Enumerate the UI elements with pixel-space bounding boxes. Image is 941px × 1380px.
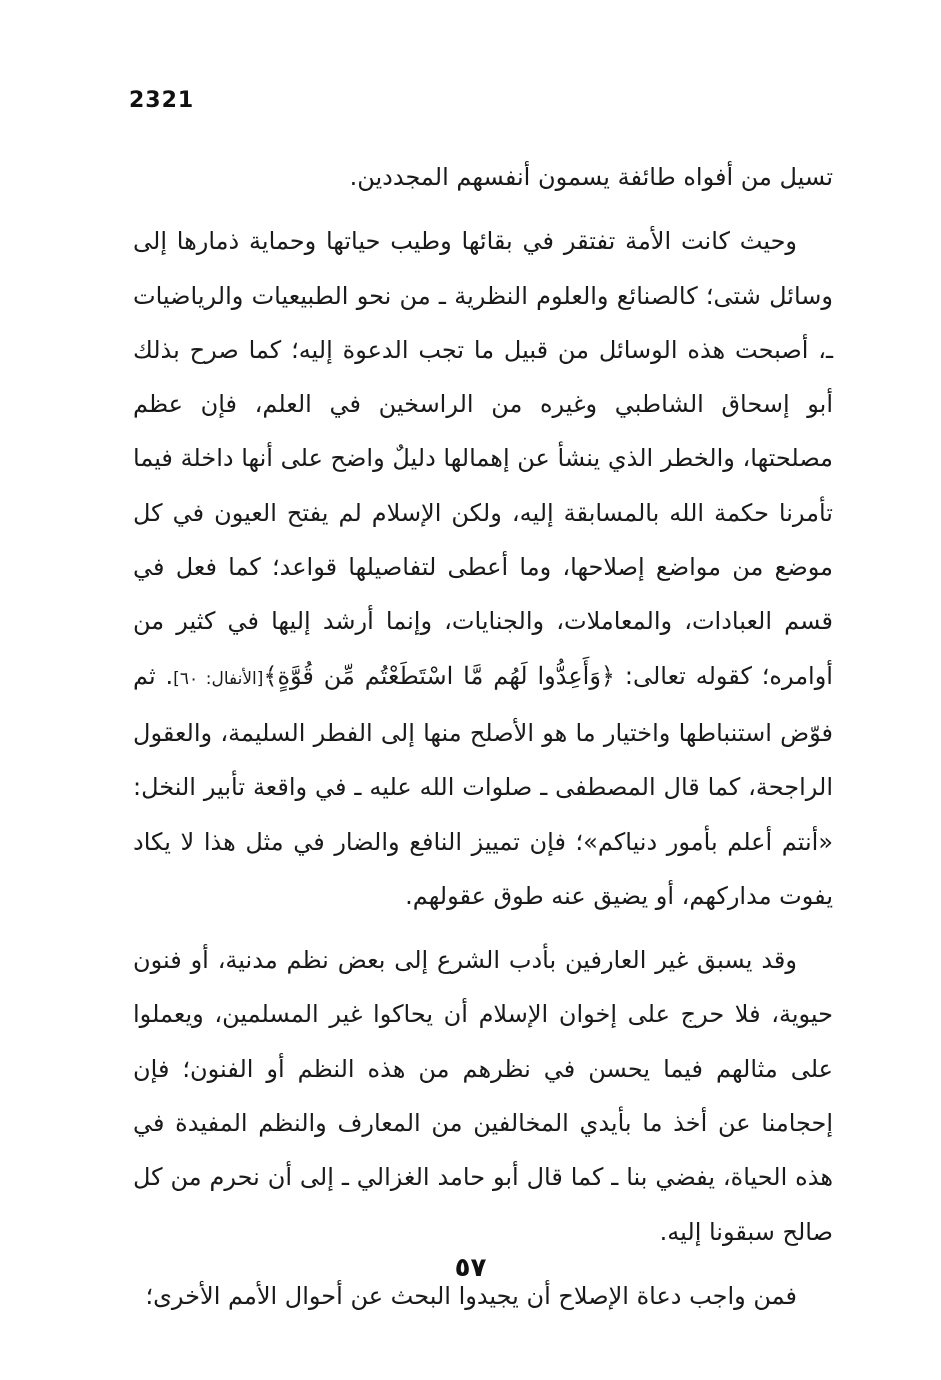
- paragraph-2: [133, 214, 833, 923]
- quran-reference: [الأنفال: ٦٠]: [173, 668, 264, 689]
- paragraph-4: فمن واجب دعاة الإصلاح أن يجيدوا البحث عن أحوال الأمم الأخرى؛: [145, 1281, 797, 1310]
- page-id: 2321: [129, 88, 195, 113]
- quran-verse: ﴿وَأَعِدُّوا لَهُم مَّا اسْتَطَعْتُم مِّن قُوَّةٍ﴾: [263, 661, 615, 690]
- paragraph-2-part-a: وحيث كانت الأمة تفتقر في بقائها وطيب حياتها وحماية ذمارها إلى وسائل شتى؛ كالصنائع والعلوم النظرية ـ من نحو الطبيعيات والرياضيات ـ، أصبحت هذه الوسائل من قبيل ما تجب الدعوة إليه؛ كما صرح بذلك أبو إسحاق الشاطبي وغيره من الراسخين في العلم، فإن عظم مصلحتها، والخطر الذي ينشأ عن إهمالها دليلٌ واضح على أنها داخلة فيما تأمرنا حكمة الله بالمسابقة إليه، ولكن الإسلام لم يفتح العيون في كل موضع من مواضع إصلاحها، وما أعطى لتفاصيلها قواعد؛ كما فعل في قسم العبادات، والمعاملات، والجنايات، وإنما أرشد إليها في كثير من أوامره؛ كقوله تعالى:: [133, 227, 833, 690]
- body-text: [133, 150, 833, 1323]
- paragraph-2-part-b: . ثم فوّض استنباطها واختيار ما هو الأصلح منها إلى الفطر السليمة، والعقول الراجحة، كما قال المصطفى ـ صلوات الله عليه ـ في واقعة تأبير النخل: «أنتم أعلم بأمور دنياكم»؛ فإن تمييز النافع والضار في مثل هذا لا يكاد يفوت مداركهم، أو يضيق عنه طوق عقولهم.: [133, 661, 833, 910]
- paragraph-1: تسيل من أفواه طائفة يسمون أنفسهم المجددين.: [349, 163, 833, 191]
- page-number: ٥٧: [454, 1253, 487, 1283]
- paragraph-3: وقد يسبق غير العارفين بأدب الشرع إلى بعض نظم مدنية، أو فنون حيوية، فلا حرج على إخوان الإسلام أن يحاكوا غير المسلمين، ويعملوا على مثالهم فيما يحسن في نظرهم من هذه النظم أو الفنون؛ فإن إحجامنا عن أخذ ما بأيدي المخالفين من المعارف والنظم المفيدة في هذه الحياة، يفضي بنا ـ كما قال أبو حامد الغزالي ـ إلى أن نحرم من كل صالح سبقونا إليه.: [133, 946, 833, 1246]
